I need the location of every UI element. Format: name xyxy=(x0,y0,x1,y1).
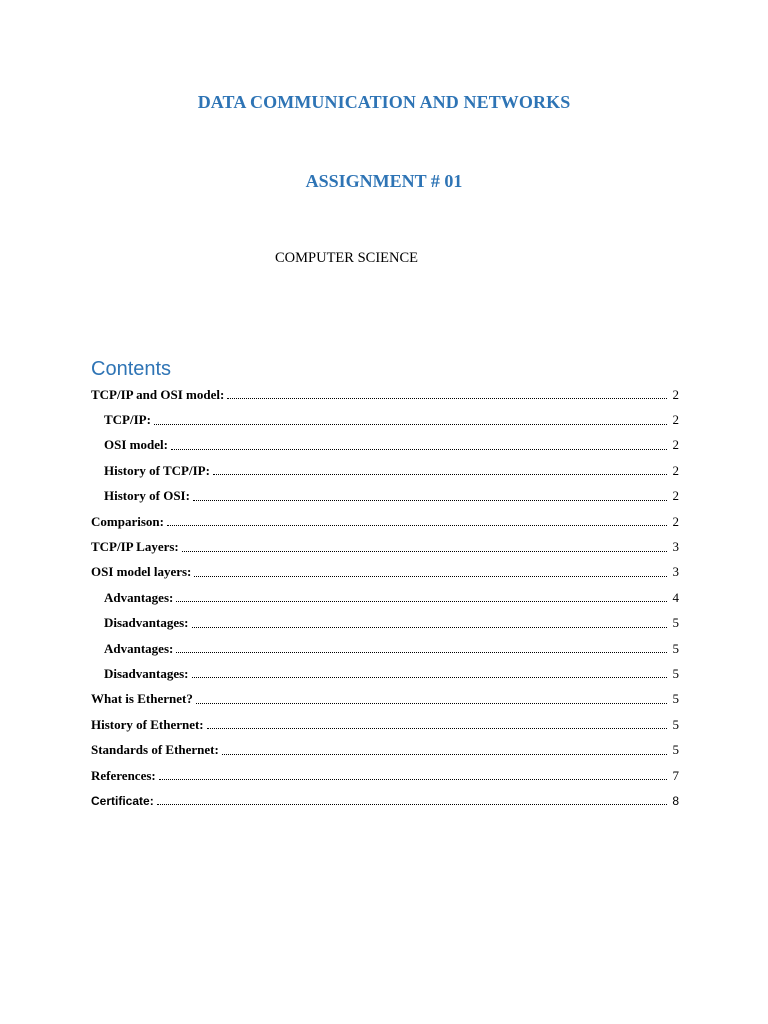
toc-entry-page: 5 xyxy=(672,665,679,681)
toc-entry-page: 7 xyxy=(672,767,679,783)
toc-leader-dots xyxy=(176,600,667,602)
toc-entry[interactable] xyxy=(91,763,679,788)
toc-leader-dots xyxy=(192,676,667,678)
toc-entry-page: 4 xyxy=(672,589,679,605)
toc-entry-page: 2 xyxy=(672,437,679,453)
toc-leader-dots xyxy=(157,803,667,805)
toc-entry-page: 8 xyxy=(672,793,679,808)
toc-leader-dots xyxy=(176,651,667,653)
toc-entry-page: 5 xyxy=(672,691,679,707)
toc-entry-label: References: xyxy=(91,767,156,783)
toc-entry[interactable] xyxy=(91,585,679,610)
toc-entry-label: TCP/IP and OSI model: xyxy=(91,386,225,402)
toc-entry-label: TCP/IP Layers: xyxy=(91,539,179,555)
assignment-number: ASSIGNMENT # 01 xyxy=(305,171,463,191)
toc-entry-label: Certificate: xyxy=(91,793,154,808)
toc-leader-dots xyxy=(196,702,667,704)
toc-leader-dots xyxy=(182,550,667,552)
toc-leader-dots xyxy=(159,778,667,780)
toc-entry-label: TCP/IP: xyxy=(104,412,151,428)
toc-entry-label: What is Ethernet? xyxy=(91,691,193,707)
toc-leader-dots xyxy=(222,753,667,755)
toc-entry[interactable] xyxy=(91,433,679,458)
toc-entry-page: 2 xyxy=(672,386,679,402)
toc-entry-page: 3 xyxy=(672,564,679,580)
toc-entry-label: History of Ethernet: xyxy=(91,716,204,732)
toc-entry-page: 2 xyxy=(672,412,679,428)
toc-entry[interactable] xyxy=(91,611,679,636)
toc-entry[interactable] xyxy=(91,687,679,712)
toc-entry-label: Standards of Ethernet: xyxy=(91,742,219,758)
toc-entry-label: Advantages: xyxy=(104,589,174,605)
toc-entry-page: 5 xyxy=(672,615,679,631)
toc-entry[interactable] xyxy=(91,534,679,559)
toc-entry[interactable] xyxy=(91,509,679,534)
toc-leader-dots xyxy=(213,473,667,475)
toc-entry-label: OSI model: xyxy=(104,437,168,453)
toc-entry[interactable] xyxy=(91,737,679,762)
toc-leader-dots xyxy=(194,575,667,577)
toc-entry[interactable] xyxy=(91,788,679,813)
toc-entry-page: 3 xyxy=(672,539,679,555)
toc-entry[interactable] xyxy=(91,661,679,686)
subject-label: COMPUTER SCIENCE xyxy=(275,250,419,266)
toc-entry[interactable] xyxy=(91,712,679,737)
toc-entry-label: Comparison: xyxy=(91,513,164,529)
toc-leader-dots xyxy=(192,626,667,628)
toc-leader-dots xyxy=(154,423,667,425)
toc-entry-label: Advantages: xyxy=(104,640,174,656)
toc-leader-dots xyxy=(193,499,667,501)
toc-entry-page: 2 xyxy=(672,513,679,529)
toc-entry-label: History of TCP/IP: xyxy=(104,462,210,478)
toc-leader-dots xyxy=(171,448,667,450)
toc-entry[interactable] xyxy=(91,560,679,585)
toc-entry-label: Disadvantages: xyxy=(104,615,189,631)
toc-entry-page: 5 xyxy=(672,742,679,758)
toc-entry-page: 2 xyxy=(672,488,679,504)
toc-leader-dots xyxy=(207,727,667,729)
toc-leader-dots xyxy=(227,397,667,399)
toc-entry[interactable] xyxy=(91,407,679,432)
toc-entry[interactable] xyxy=(91,458,679,483)
toc-entry-label: History of OSI: xyxy=(104,488,190,504)
toc-entry[interactable] xyxy=(91,636,679,661)
document-title: DATA COMMUNICATION AND NETWORKS xyxy=(197,92,571,112)
table-of-contents xyxy=(91,382,679,814)
toc-entry-label: Disadvantages: xyxy=(104,665,189,681)
toc-leader-dots xyxy=(167,524,667,526)
toc-entry[interactable] xyxy=(91,484,679,509)
toc-entry[interactable] xyxy=(91,382,679,407)
contents-heading: Contents xyxy=(91,358,172,380)
toc-entry-label: OSI model layers: xyxy=(91,564,192,580)
toc-entry-page: 5 xyxy=(672,716,679,732)
toc-entry-page: 2 xyxy=(672,462,679,478)
toc-entry-page: 5 xyxy=(672,640,679,656)
